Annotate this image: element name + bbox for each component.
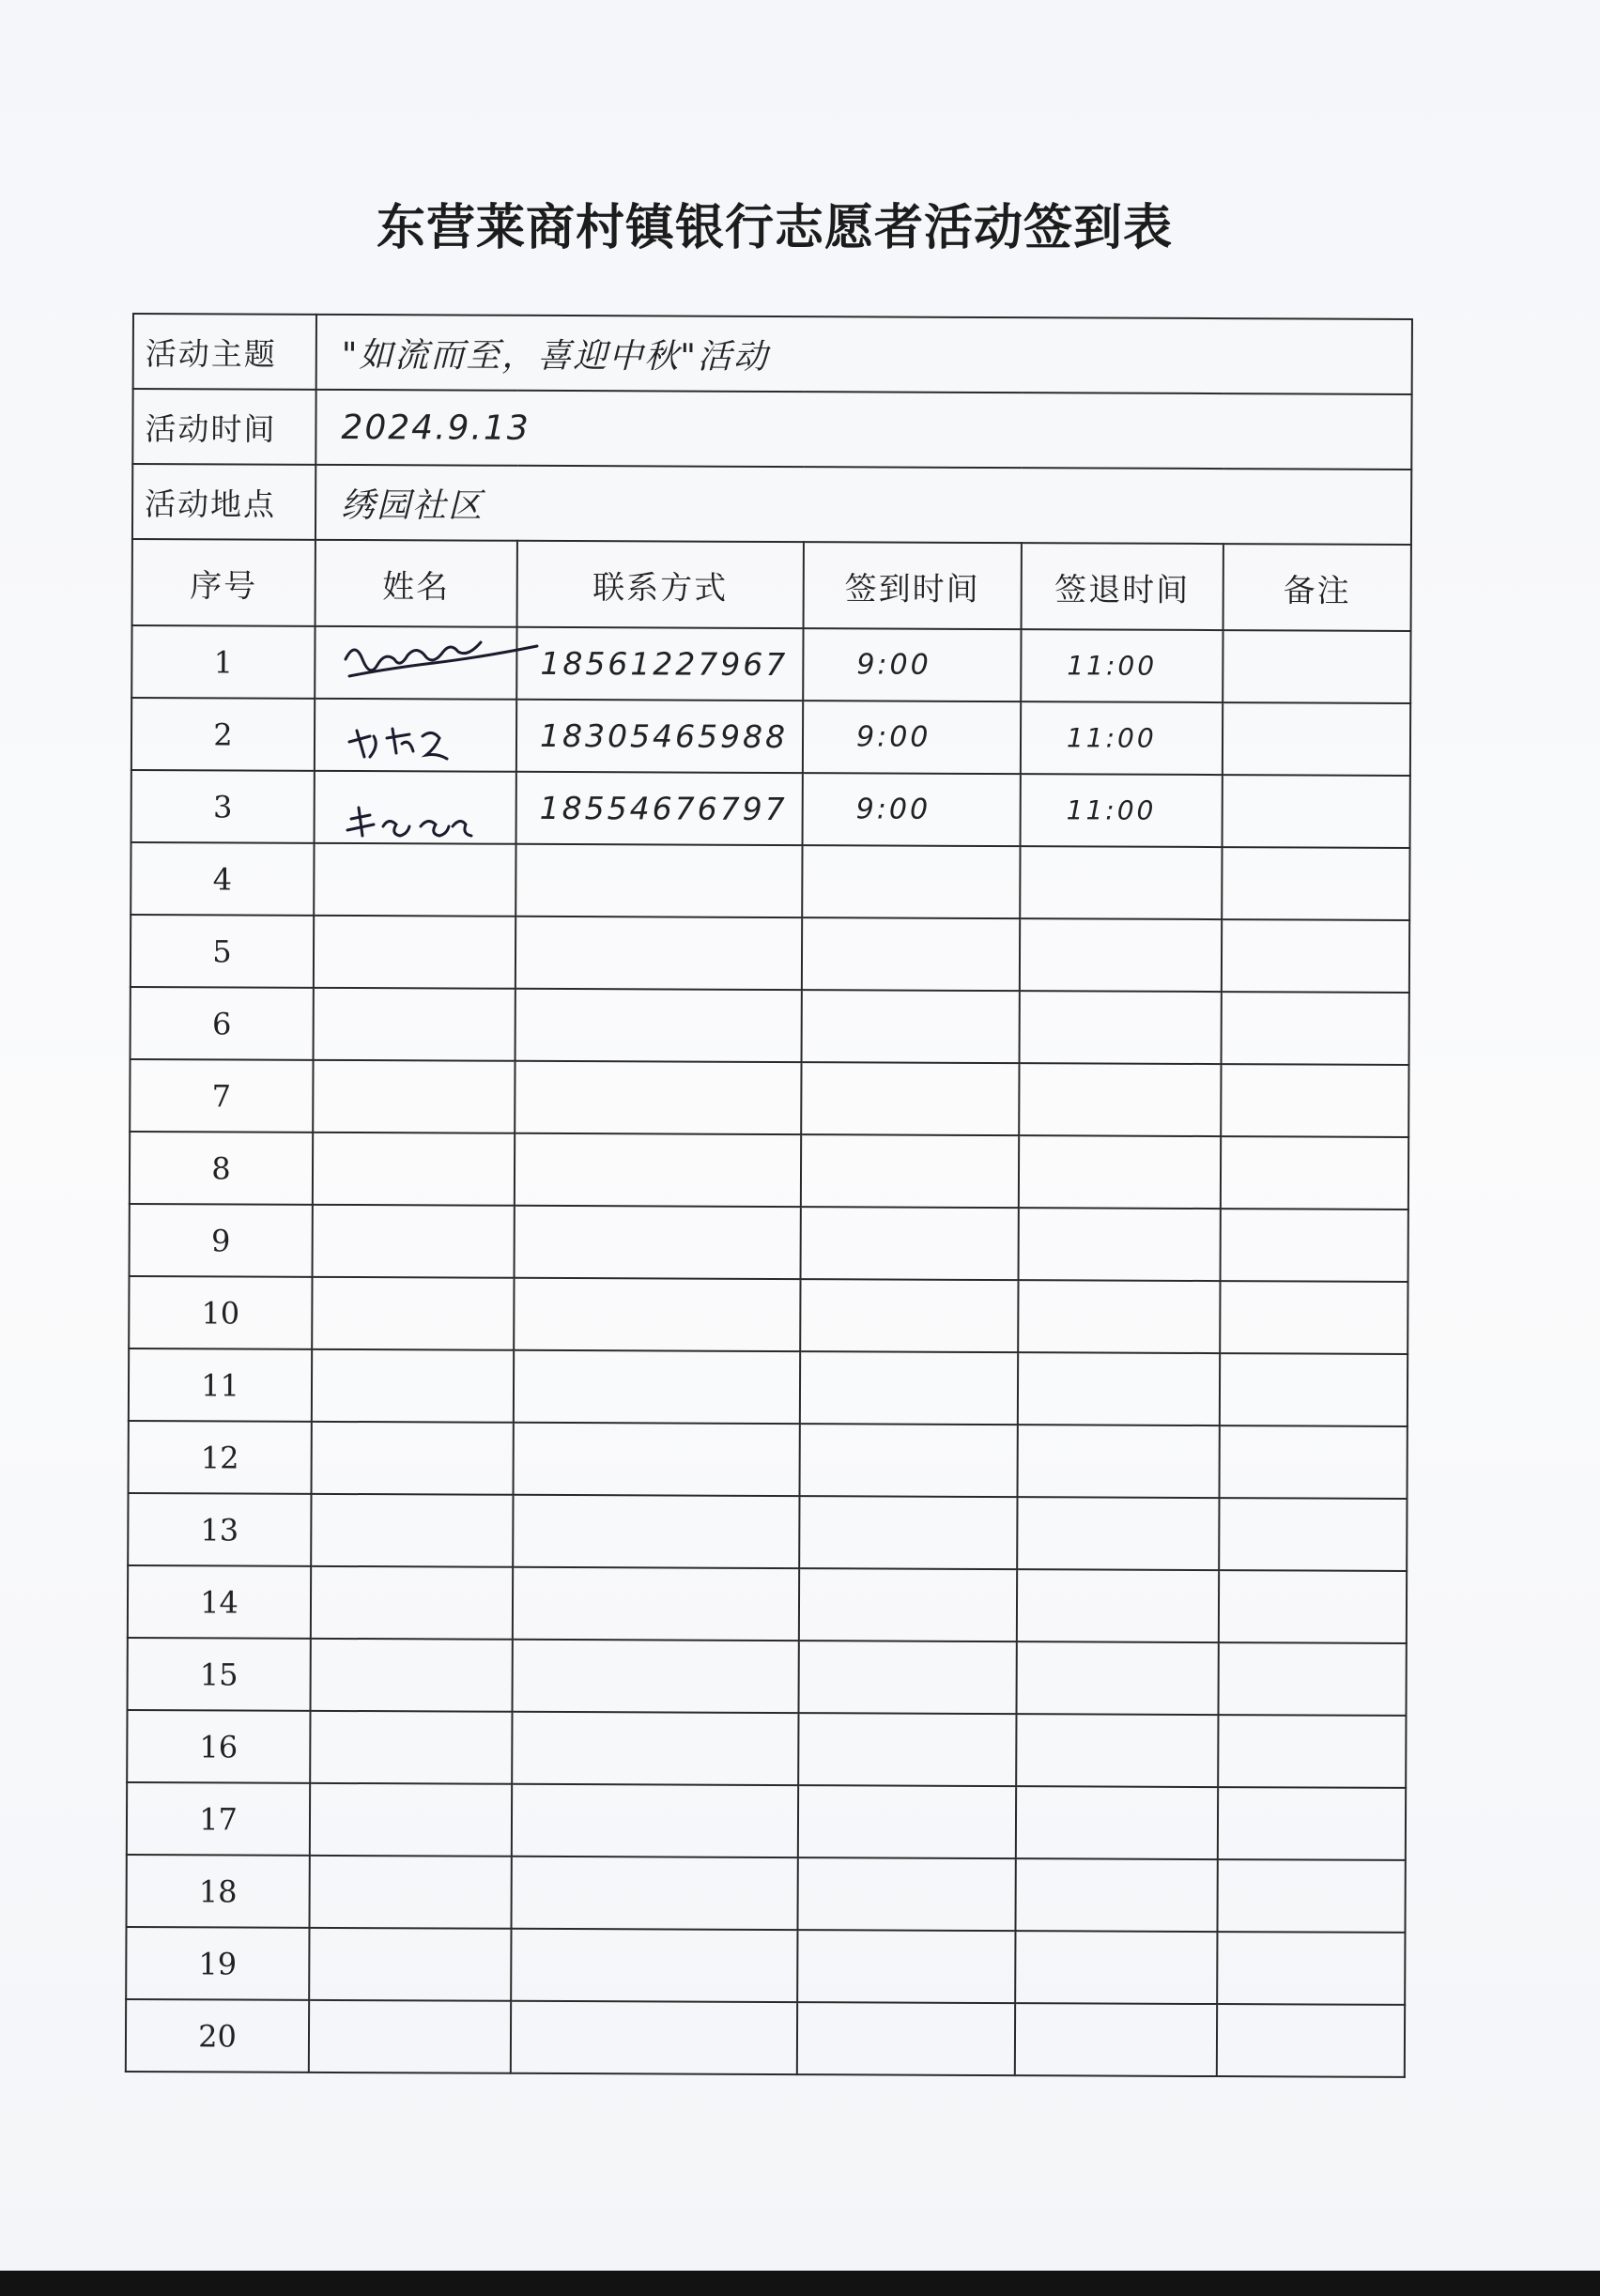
name-cell [310, 1783, 512, 1857]
phone-cell [515, 1061, 801, 1134]
row-number: 4 [131, 842, 314, 916]
header-name: 姓名 [315, 540, 517, 627]
sign-in-time-cell [799, 1568, 1017, 1641]
phone-cell [515, 1206, 801, 1279]
column-header-row [132, 539, 1411, 631]
row-number: 3 [131, 770, 315, 843]
row-number: 9 [130, 1204, 313, 1277]
sign-out-time-cell [1019, 1135, 1221, 1209]
row-number: 7 [130, 1059, 313, 1133]
note-cell [1220, 1425, 1408, 1499]
theme-label: 活动主题 [133, 314, 316, 390]
row-number: 8 [130, 1132, 313, 1205]
name-cell [310, 1711, 512, 1784]
phone-cell [515, 1133, 801, 1207]
sign-out-time-cell [1020, 846, 1222, 919]
header-sign-in: 签到时间 [804, 542, 1022, 629]
name-cell [311, 1639, 513, 1712]
row-number: 10 [129, 1276, 312, 1349]
sign-out-time-cell [1019, 1208, 1221, 1281]
phone-cell [513, 1567, 799, 1641]
sign-in-time-cell [797, 1857, 1015, 1931]
table-row [129, 1276, 1408, 1354]
row-number: 18 [126, 1855, 309, 1928]
phone-cell [514, 1423, 800, 1496]
name-cell [315, 699, 516, 772]
sign-out-time-cell [1016, 1714, 1218, 1787]
table-row [130, 1059, 1408, 1137]
sign-in-time-cell [797, 2002, 1015, 2075]
info-row-place [132, 464, 1411, 545]
row-number: 12 [129, 1421, 312, 1494]
phone-cell [511, 1857, 797, 1930]
table-row [129, 1421, 1408, 1499]
sign-out-time-cell: 11:00 [1021, 629, 1223, 702]
table-row [129, 1348, 1408, 1426]
row-number: 1 [131, 625, 315, 699]
place-value: 绣园社区 [315, 465, 1411, 545]
time-label: 活动时间 [132, 389, 315, 465]
theme-value: "如流而至，喜迎中秋"活动 [316, 315, 1412, 394]
sign-in-time-cell [802, 845, 1020, 918]
name-cell [312, 1422, 514, 1495]
phone-cell [515, 917, 802, 990]
phone-cell [512, 1784, 798, 1857]
sign-in-time-cell [797, 1930, 1015, 2003]
sign-in-time-cell [798, 1785, 1016, 1858]
name-cell [309, 1928, 511, 2001]
table-row [127, 1782, 1406, 1860]
phone-cell: 18554676797 [516, 772, 803, 845]
note-cell [1220, 1281, 1408, 1354]
sign-in-time-cell [802, 990, 1020, 1063]
sign-out-time-cell: 11:00 [1021, 701, 1223, 775]
table-row [131, 625, 1410, 703]
table-row [131, 915, 1409, 993]
note-cell [1218, 1787, 1406, 1860]
sign-out-time-cell [1015, 2003, 1217, 2076]
phone-cell [513, 1495, 799, 1568]
phone-cell [515, 989, 802, 1062]
name-cell [315, 626, 516, 700]
sign-in-time-cell: 9:00 [803, 701, 1021, 774]
place-label: 活动地点 [132, 464, 315, 540]
phone-cell [512, 1712, 798, 1785]
table-row [127, 1710, 1406, 1788]
sign-in-time-cell: 9:00 [803, 628, 1021, 701]
row-number: 16 [127, 1710, 310, 1783]
note-cell [1223, 702, 1410, 776]
scan-background-strip [0, 2271, 1600, 2296]
name-cell [311, 1566, 513, 1640]
row-number: 15 [128, 1638, 311, 1711]
sign-in-time-cell [801, 1134, 1019, 1208]
table-row [131, 842, 1409, 920]
row-number: 14 [128, 1565, 311, 1639]
note-cell [1219, 1498, 1407, 1571]
note-cell [1223, 630, 1410, 703]
sign-in-time-cell [800, 1424, 1018, 1497]
phone-cell [511, 1929, 797, 2002]
sign-out-time-cell [1016, 1641, 1218, 1715]
row-number: 2 [131, 698, 315, 771]
table-row [131, 698, 1410, 776]
note-cell [1222, 919, 1409, 993]
name-cell [314, 916, 515, 989]
row-number: 17 [127, 1782, 310, 1856]
info-row-theme [133, 314, 1412, 394]
row-number: 19 [126, 1927, 309, 2000]
name-cell [313, 1205, 515, 1278]
table-row [131, 770, 1410, 848]
note-cell [1222, 847, 1409, 920]
name-cell [309, 2000, 511, 2073]
row-number: 13 [128, 1493, 311, 1566]
phone-cell: 18305465988 [516, 700, 803, 773]
sign-out-time-cell [1017, 1569, 1219, 1642]
note-cell [1223, 775, 1410, 848]
table-row [130, 1204, 1408, 1282]
note-cell [1218, 1642, 1406, 1716]
note-cell [1217, 1859, 1405, 1933]
note-cell [1222, 992, 1409, 1065]
table-row [130, 1132, 1408, 1210]
sign-out-time-cell [1016, 1786, 1218, 1859]
name-cell [312, 1277, 514, 1350]
phone-cell [511, 2001, 797, 2074]
header-no: 序号 [132, 539, 315, 626]
sign-out-time-cell [1018, 1352, 1220, 1425]
table-row [131, 987, 1409, 1065]
phone-cell [514, 1350, 800, 1424]
row-number: 6 [131, 987, 314, 1060]
sign-out-time-cell [1015, 1858, 1217, 1932]
name-cell [309, 1856, 511, 1929]
name-cell [314, 988, 515, 1061]
name-cell [315, 771, 516, 844]
note-cell [1221, 1136, 1408, 1210]
sign-out-time-cell [1020, 991, 1222, 1064]
note-cell [1217, 1932, 1405, 2005]
name-cell [314, 843, 515, 917]
sign-in-time-cell [801, 1207, 1019, 1280]
header-sign-out: 签退时间 [1022, 543, 1223, 630]
time-value: 2024.9.13 [315, 390, 1411, 470]
name-cell [313, 1060, 515, 1133]
phone-cell [515, 844, 802, 917]
name-cell [312, 1349, 514, 1423]
name-cell [313, 1133, 515, 1206]
sign-in-time-cell [801, 1062, 1019, 1135]
sign-in-time-cell [800, 1279, 1018, 1352]
table-row [128, 1638, 1407, 1716]
table-row [128, 1565, 1407, 1643]
sign-out-time-cell [1019, 1063, 1221, 1136]
phone-cell [514, 1278, 800, 1351]
sign-out-time-cell [1018, 1280, 1220, 1353]
sign-out-time-cell [1018, 1425, 1220, 1498]
sign-out-time-cell [1017, 1497, 1219, 1570]
name-cell [311, 1494, 513, 1567]
note-cell [1220, 1353, 1408, 1426]
table-row [126, 1999, 1405, 2077]
row-number: 11 [129, 1348, 312, 1422]
note-cell [1221, 1064, 1408, 1137]
page-title: 东营莱商村镇银行志愿者活动签到表 [376, 199, 1173, 256]
note-cell [1219, 1570, 1407, 1643]
sign-in-time-cell: 9:00 [803, 773, 1021, 846]
row-number: 20 [126, 1999, 309, 2073]
sign-in-table [125, 313, 1413, 2078]
info-row-time [132, 389, 1411, 470]
sign-in-time-cell [799, 1641, 1017, 1714]
note-cell [1218, 1715, 1406, 1788]
sign-out-time-cell [1020, 918, 1222, 992]
sign-out-time-cell [1015, 1931, 1217, 2004]
phone-cell: 18561227967 [516, 627, 803, 701]
sign-in-time-cell [800, 1351, 1018, 1425]
sign-in-time-cell [798, 1713, 1016, 1786]
sign-in-time-cell [799, 1496, 1017, 1569]
row-number: 5 [131, 915, 314, 988]
table-row [126, 1927, 1405, 2005]
table-row [128, 1493, 1407, 1571]
sign-in-time-cell [802, 917, 1020, 991]
header-note: 备注 [1223, 544, 1411, 631]
note-cell [1221, 1209, 1408, 1282]
note-cell [1217, 2004, 1405, 2077]
header-phone: 联系方式 [517, 541, 804, 628]
phone-cell [513, 1640, 799, 1713]
table-row [126, 1855, 1405, 1933]
sign-out-time-cell: 11:00 [1021, 774, 1223, 847]
